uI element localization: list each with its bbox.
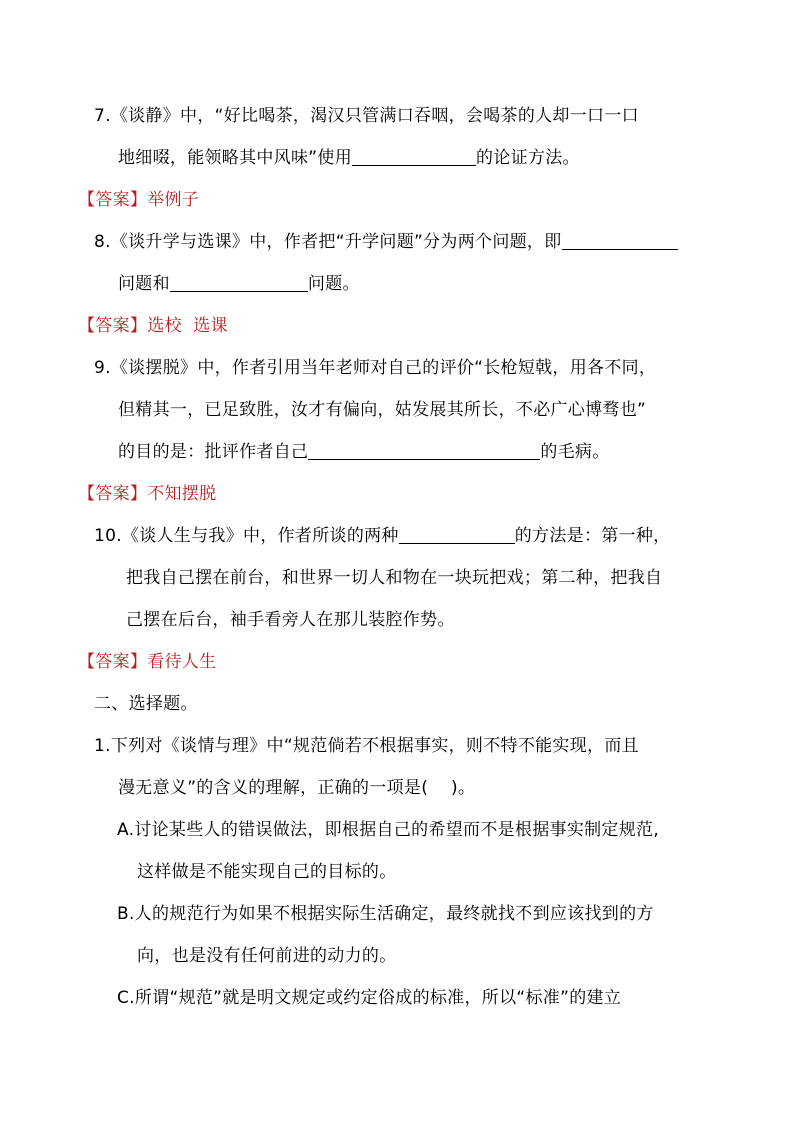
q7-line1: 7.《谈静》中，“好比喝茶，渴汉只管满口吞咽，会喝茶的人却一口一口 xyxy=(94,106,639,126)
mc1-option-b-line1: B.人的规范行为如果不根据实际生活确定，最终就找不到应该找到的方 xyxy=(117,904,654,924)
mc1-option-a-line2: 这样做是不能实现自己的目标的。 xyxy=(137,862,397,882)
q9-answer xyxy=(78,482,216,506)
answer-tag: 【答案】 xyxy=(78,190,148,210)
q7-line2-end: 的论证方法。 xyxy=(476,148,580,168)
q10-line3: 己摆在后台，袖手看旁人在那儿装腔作势。 xyxy=(126,610,455,630)
q9-line3 xyxy=(118,440,610,464)
answer-tag: 【答案】 xyxy=(78,652,148,672)
q10-answer xyxy=(78,650,216,674)
q7-line2 xyxy=(118,146,580,170)
q9-line3-end: 的毛病。 xyxy=(540,442,610,462)
q7-line2-start: 地细啜，能领略其中风味”使用 xyxy=(118,148,353,168)
q10-line1-start: 10.《谈人生与我》中，作者所谈的两种 xyxy=(94,526,399,546)
q10-line1-end: 的方法是：第一种， xyxy=(514,526,671,546)
mc1-option-a-line1: A.讨论某些人的错误做法，即根据自己的希望而不是根据事实制定规范, xyxy=(117,820,660,840)
q8-line2-end: 问题。 xyxy=(307,274,360,294)
q8-answer xyxy=(78,314,228,338)
q9-blank xyxy=(308,441,540,460)
answer-tag: 【答案】 xyxy=(78,316,148,336)
q8-blank-1 xyxy=(562,231,678,250)
q8-blank-2 xyxy=(170,273,308,292)
q7-blank xyxy=(352,147,476,166)
q9-line3-start: 的目的是：批评作者自己 xyxy=(118,442,309,462)
answer-value: 看待人生 xyxy=(147,652,217,672)
answer-value: 选校 选课 xyxy=(147,316,228,336)
q8-line1-text: 8.《谈升学与选课》中，作者把“升学问题”分为两个问题，即 xyxy=(94,232,562,252)
answer-tag: 【答案】 xyxy=(78,484,148,504)
q9-line1: 9.《谈摆脱》中，作者引用当年老师对自己的评价“长枪短戟，用各不同， xyxy=(94,358,657,378)
answer-value: 不知摆脱 xyxy=(147,484,217,504)
q10-line2: 把我自己摆在前台，和世界一切人和物在一块玩把戏；第二种，把我自 xyxy=(126,568,663,588)
q9-line2: 但精其一，已足致胜，汝才有偏向，姑发展其所长，不必广心博骛也” xyxy=(118,400,647,420)
section-heading: 二、选择题。 xyxy=(94,694,198,714)
mc1-line1: 1.下列对《谈情与理》中“规范倘若不根据事实，则不特不能实现，而且 xyxy=(94,736,639,756)
q8-line2-start: 问题和 xyxy=(118,274,170,294)
mc1-option-c-line1: C.所谓“规范”就是明文规定或约定俗成的标准，所以“标准”的建立 xyxy=(117,988,622,1008)
mc1-line2: 漫无意义”的含义的理解，正确的一项是( )。 xyxy=(118,778,476,798)
mc1-option-b-line2: 向，也是没有任何前进的动力的。 xyxy=(137,946,397,966)
q10-line1 xyxy=(94,524,670,548)
answer-value: 举例子 xyxy=(147,190,200,210)
q8-line2 xyxy=(118,272,360,296)
q7-answer xyxy=(78,188,199,212)
q10-blank xyxy=(399,525,515,544)
q8-line1 xyxy=(94,230,678,254)
